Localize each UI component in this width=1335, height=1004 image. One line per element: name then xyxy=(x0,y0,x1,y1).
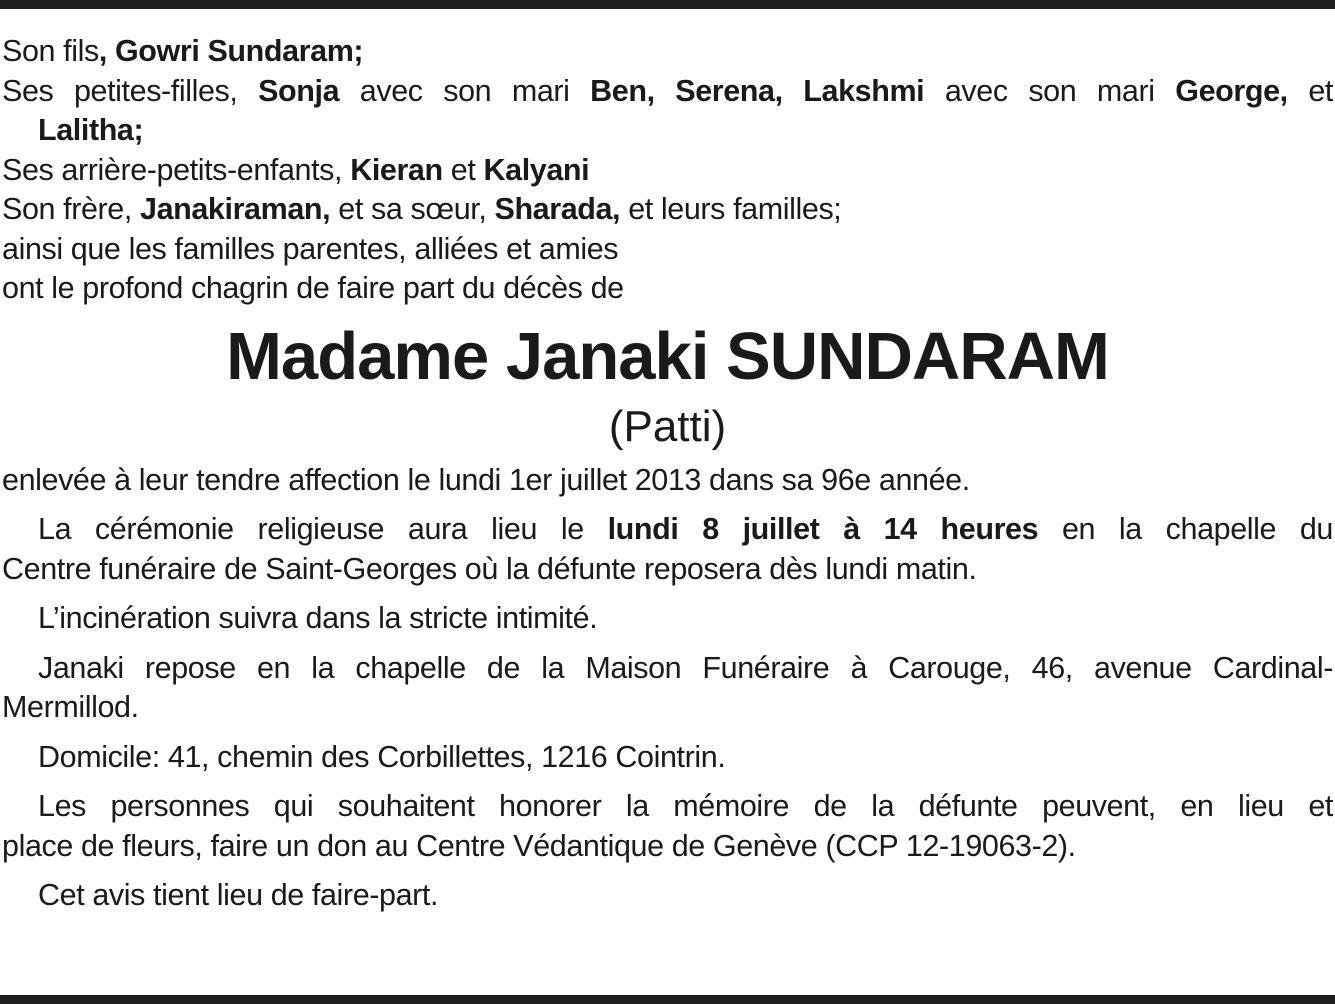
intro-line-announcement: ont le profond chagrin de faire part du décès de xyxy=(2,271,624,305)
text: La cérémonie religieuse aura lieu le xyxy=(38,512,608,546)
top-border-rule xyxy=(0,0,1335,9)
cremation-line: L’incinération suivra dans la stricte intimité. xyxy=(38,601,598,635)
intro-line-families: ainsi que les familles parentes, alliées et amies xyxy=(2,231,619,266)
text: Son fils xyxy=(2,34,99,68)
text: et xyxy=(1287,73,1333,108)
intro-line-son xyxy=(2,32,1333,72)
text: en la chapelle du xyxy=(1038,512,1333,546)
intro-line-siblings xyxy=(2,190,1333,230)
name-bold: Sonja xyxy=(258,73,340,108)
ceremony-line-1 xyxy=(2,510,1333,550)
body-paragraph-chapel xyxy=(2,649,1333,728)
chapel-line-2: Mermillod. xyxy=(2,690,139,724)
name-bold: Kieran xyxy=(350,152,443,187)
name-bold: Lalitha; xyxy=(38,113,144,147)
text: et xyxy=(442,152,484,187)
text: et leurs familles; xyxy=(620,192,842,226)
deceased-nickname: (Patti) xyxy=(608,401,727,451)
name-bold: Janakiraman, xyxy=(140,192,331,226)
donation-line-1: Les personnes qui souhaitent honorer la mémoire de la défunte peuvent, en lieu et xyxy=(38,789,1333,823)
text: avec son mari xyxy=(924,73,1176,108)
body-paragraph-ceremony xyxy=(2,510,1333,589)
notice-line: Cet avis tient lieu de faire-part. xyxy=(38,878,439,912)
intro-line-great-grandchildren xyxy=(2,151,1333,191)
text: Son frère, xyxy=(2,192,141,226)
name-bold: George, xyxy=(1175,73,1288,108)
body-paragraph-notice xyxy=(2,876,1333,916)
text: et sa sœur, xyxy=(330,192,495,226)
body-paragraph-passing: enlevée à leur tendre affection le lundi 1er juillet 2013 dans sa 96e année. xyxy=(2,462,970,497)
domicile-line: Domicile: 41, chemin des Corbillettes, 1216 Cointrin. xyxy=(38,739,726,774)
text: avec son mari xyxy=(339,73,591,108)
intro-line-granddaughters xyxy=(2,72,1333,112)
body-paragraph-donation xyxy=(2,787,1333,866)
deceased-name: Madame Janaki SUNDARAM xyxy=(226,318,1109,394)
ceremony-line-2: Centre funéraire de Saint-Georges où la défunte reposera dès lundi matin. xyxy=(2,551,977,586)
obituary-notice xyxy=(2,32,1333,916)
intro-line-lalitha xyxy=(2,111,1333,151)
text: Ses arrière-petits-enfants, xyxy=(2,152,351,187)
body-paragraph-cremation xyxy=(2,599,1333,639)
name-bold: Kalyani xyxy=(483,152,590,187)
name-bold: Sharada, xyxy=(494,192,621,226)
donation-line-2: place de fleurs, faire un don au Centre Védantique de Genève (CCP 12-19063-2). xyxy=(2,828,1076,863)
name-bold: , Gowri Sundaram; xyxy=(98,34,364,68)
body-paragraph-domicile xyxy=(2,738,1333,778)
text: Ses petites-filles, xyxy=(2,73,259,108)
chapel-line-1: Janaki repose en la chapelle de la Maison Funéraire à Carouge, 46, avenue Cardinal- xyxy=(38,650,1333,685)
ceremony-date-bold: lundi 8 juillet à 14 heures xyxy=(607,512,1039,546)
bottom-border-rule xyxy=(0,995,1335,1004)
name-bold: Ben, Serena, Lakshmi xyxy=(590,73,925,108)
